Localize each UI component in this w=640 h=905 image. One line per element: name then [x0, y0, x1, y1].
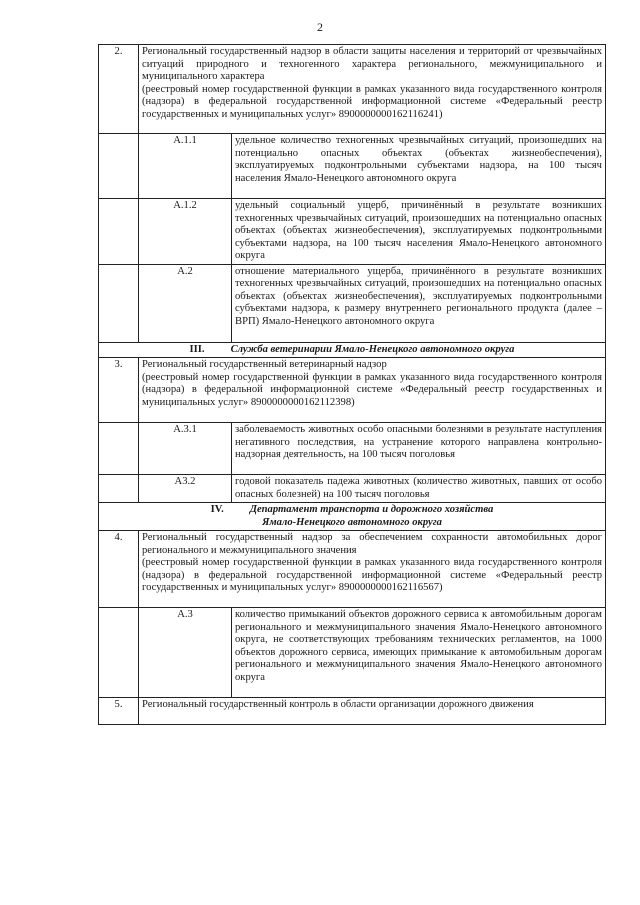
indicator-description: количество примыканий объектов дорожного сервиса к автомобильным дорогам регионального и межмуниципального значения Ямало-Ненецкого автономного округа, не соответствующих требованиям технических регламентов, на 1000 объектов дорожного сервиса, имеющих примыкание к автомобильным дорогам регионального и межмуниципального значения Ямало-Ненецкого автономного округа [232, 608, 606, 698]
table-row [99, 358, 606, 423]
registry-number-text: (реестровый номер государственной функции в рамках указанного вида государственного контроля (надзора) в федеральной государственной информационной системе «Федеральный реестр государственных и муниципальных услуг» 8900000000162116567) [142, 557, 603, 593]
empty-cell [99, 134, 139, 199]
table-row [99, 698, 606, 725]
indicator-description: удельный социальный ущерб, причинённый в результате возникших техногенных чрезвычайных ситуаций, произошедших на потенциально опасных объектах (объектах жизнеобеспечения), эксплуатируемых подконтрольными субъектами надзора, на 100 тысяч населения Ямало-Ненецкого автономного округа [232, 199, 606, 265]
control-type-title: Региональный государственный ветеринарный надзор [142, 359, 387, 370]
empty-cell [99, 475, 139, 503]
table-row [99, 45, 606, 134]
section-title: Департамент транспорта и дорожного хозяйства [249, 504, 494, 515]
control-type-cell [139, 531, 606, 608]
row-number: 2. [99, 45, 139, 134]
empty-cell [99, 608, 139, 698]
table-row [99, 423, 606, 475]
control-type-cell [139, 45, 606, 134]
section-title: Служба ветеринарии Ямало-Ненецкого автономного округа [230, 343, 515, 355]
empty-cell [99, 423, 139, 475]
indicator-code: А.2 [139, 264, 232, 342]
section-title-line2: Ямало-Ненецкого автономного округа [262, 516, 442, 528]
indicator-code: А.3 [139, 608, 232, 698]
row-number: 5. [99, 698, 139, 725]
indicator-code: А.1.1 [139, 134, 232, 199]
indicator-description: годовой показатель падежа животных (количество животных, павших от особо опасных болезней) на 100 тысяч поголовья [232, 475, 606, 503]
control-type-title: Региональный государственный надзор в области защиты населения и территорий от чрезвычайных ситуаций природного и техногенного характера регионального, межмуниципального и муниципального характера [142, 46, 603, 82]
section-header-row [99, 342, 606, 358]
indicator-description: заболеваемость животных особо опасными болезнями в результате наступления негативного последствия, на устранение которого направлена контрольно-надзорная деятельность, на 100 тысяч поголовья [232, 423, 606, 475]
control-type-title: Региональный государственный контроль в области организации дорожного движения [142, 699, 534, 710]
table-row [99, 531, 606, 608]
row-number: 4. [99, 531, 139, 608]
section-number: III. [189, 343, 205, 355]
control-type-cell [139, 358, 606, 423]
registry-number-text: (реестровый номер государственной функции в рамках указанного вида государственного контроля (надзора) в федеральной государственной информационной системе «Федеральный реестр государственных и муниципальных услуг» 8900000000162116241) [142, 83, 603, 120]
table-row [99, 264, 606, 342]
table-row [99, 475, 606, 503]
empty-cell [99, 264, 139, 342]
indicator-code: А.3.1 [139, 423, 232, 475]
table-row [99, 199, 606, 265]
indicator-description: отношение материального ущерба, причинённого в результате возникших техногенных чрезвычайных ситуаций, произошедших на потенциально опасных объектах (объектах жизнеобеспечения), эксплуатируемых подконтрольными субъектами надзора, к размеру внутреннего регионального продукта (далее – ВРП) Ямало-Ненецкого автономного округа [232, 264, 606, 342]
indicator-description: удельное количество техногенных чрезвычайных ситуаций, произошедших на потенциально опасных объектах (объектах жизнеобеспечения), эксплуатируемых подконтрольными субъектами надзора, на 100 тысяч населения Ямало-Ненецкого автономного округа [232, 134, 606, 199]
indicators-table [98, 44, 606, 725]
section-header [99, 342, 606, 358]
control-type-title: Региональный государственный надзор за обеспечением сохранности автомобильных дорог регионального и межмуниципального значения [142, 532, 603, 556]
indicator-code: А3.2 [139, 475, 232, 503]
table-row [99, 134, 606, 199]
section-header-row [99, 503, 606, 531]
row-number: 3. [99, 358, 139, 423]
table-row [99, 608, 606, 698]
empty-cell [99, 199, 139, 265]
registry-number-text: (реестровый номер государственной функции в рамках указанного вида государственного контроля (надзора) в федеральной информационной системе «Федеральный реестр государственных и муниципальных услуг» 8900000000162112398) [142, 371, 603, 408]
section-number: IV. [210, 504, 224, 515]
page-number: 2 [317, 20, 323, 34]
control-type-cell [139, 698, 606, 725]
section-header [99, 503, 606, 531]
indicator-code: А.1.2 [139, 199, 232, 265]
